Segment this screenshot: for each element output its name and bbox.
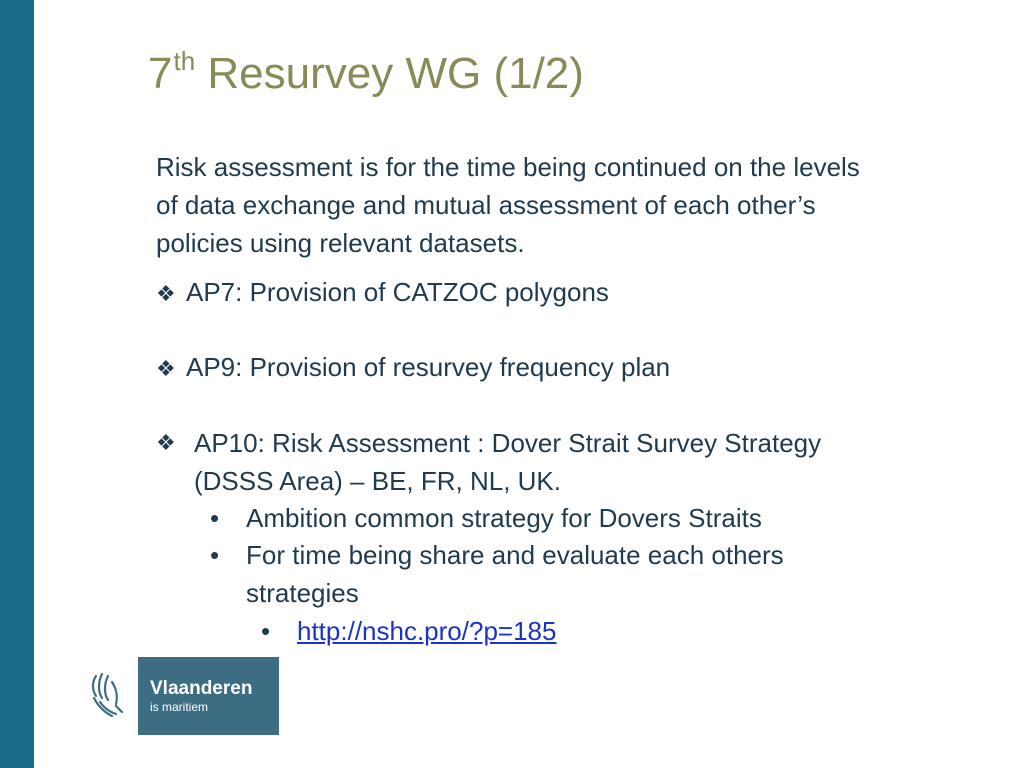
diamond-bullet-icon: ❖ — [156, 356, 176, 381]
title-superscript: th — [173, 46, 196, 76]
title-number: 7 — [148, 49, 173, 98]
ap10-text: AP10: Risk Assessment : Dover Strait Survey Strategy (DSSS Area) – BE, FR, NL, UK. — [194, 428, 822, 496]
action-point-ap7 — [156, 273, 609, 313]
ap9-text: AP9: Provision of resurvey frequency plan — [186, 352, 671, 382]
side-accent-bar — [0, 0, 34, 768]
vlaanderen-logo — [74, 657, 279, 735]
sub-bullet-item — [210, 536, 866, 612]
link-bullet-item — [261, 612, 557, 650]
bullet-dot-icon: • — [210, 503, 220, 533]
bullet-dot-icon: • — [210, 540, 220, 570]
lion-icon — [74, 657, 138, 735]
diamond-bullet-icon: ❖ — [156, 430, 176, 455]
action-point-ap10 — [156, 424, 876, 500]
sub-bullet-item — [210, 499, 886, 537]
sub-bullet-text: Ambition common strategy for Dovers Straits — [246, 503, 762, 533]
nshc-link[interactable]: http://nshc.pro/?p=185 — [297, 616, 557, 646]
ap7-text: AP7: Provision of CATZOC polygons — [186, 277, 609, 307]
intro-paragraph: Risk assessment is for the time being continued on the levels of data exchange and mutual assessment of each other’s policies using relevant datasets. — [156, 152, 860, 258]
sub-bullet-text: For time being share and evaluate each others strategies — [246, 540, 784, 608]
diamond-bullet-icon: ❖ — [156, 281, 176, 306]
logo-tagline: is maritiem — [150, 700, 209, 714]
bullet-dot-icon: • — [261, 616, 271, 646]
logo-text-block — [150, 678, 252, 714]
action-point-ap9 — [156, 348, 670, 388]
logo-name: Vlaanderen — [150, 678, 253, 699]
title-text: Resurvey WG (1/2) — [195, 49, 584, 98]
slide-title — [148, 46, 584, 99]
